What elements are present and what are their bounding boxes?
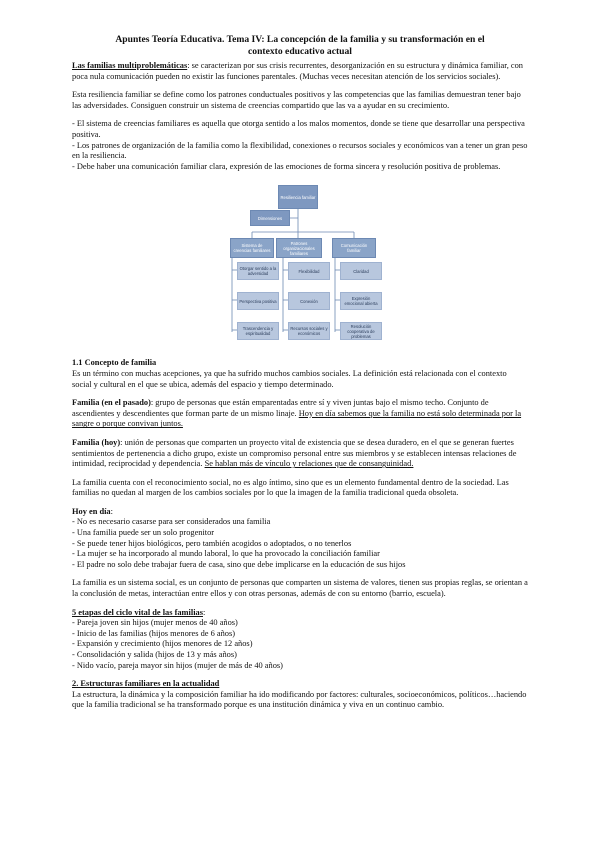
- hoy-item: - Una familia puede ser un solo progenitor: [72, 528, 215, 538]
- paragraph-estructuras: La estructura, la dinámica y la composición familiar ha ido modificando por factores: culturales, socioeconómicos, políticos…haciendo que la familia tradicional se ha transformado porque es una institución dinámica y viva en un continuo cambio.: [72, 689, 527, 710]
- hoy-heading-colon: :: [110, 506, 113, 516]
- paragraph-resiliencia: Esta resiliencia familiar se define como los patrones conductuales positivos y las competencias que las familias demuestran tener bajo las adversidades. Consiguen construir un sistema de creencias compartido que las va a ayudar en su crecimiento.: [72, 90, 521, 110]
- diagram-dimensiones: Dimensiones: [250, 210, 290, 226]
- etapa-item: - Pareja joven sin hijos (mujer menos de 40 años): [72, 618, 238, 628]
- bullet-comunicacion: - Debe haber una comunicación familiar clara, expresión de las emociones de forma sincera y resolución positiva de problemas.: [72, 161, 501, 171]
- paragraph-concepto: Es un término con muchas acepciones, ya que ha sufrido muchos cambios sociales. La definición está relacionada con el contexto social y cultural en el que se ubica, además del espacio y tiempo determinado.: [72, 368, 507, 389]
- diagram-col3-item: Claridad: [340, 262, 382, 280]
- diagram-col1-header: Sistema de creencias familiares: [230, 238, 274, 258]
- paragraph-familia-hoy: [72, 438, 528, 470]
- paragraph-multiproblematicas: [72, 61, 528, 82]
- text-familia-hoy: : unión de personas que comparten un proyecto vital de existencia que se desea duradero, en el que se generan fuertes sentimientos de pertenencia a dicho grupo, existe un compromiso personal entre sus miembros y se establecen intensas relaciones de intimidad, reciprocidad y dependencia.: [72, 437, 517, 469]
- hoy-item: - Se puede tener hijos biológicos, pero también acogidos o adoptados, o no tenerlos: [72, 538, 352, 548]
- title-line-2: contexto educativo actual: [248, 46, 352, 57]
- etapas-heading-colon: :: [202, 607, 206, 617]
- paragraph-reconocimiento: La familia cuenta con el reconocimiento social, no es algo íntimo, sino que es un elemento fundamental dentro de la sociedad. Las familias no quedan al margen de los cambios sociales por lo que la imagen de la familia tradicional queda obsoleta.: [72, 477, 509, 498]
- etapas-heading-text: 5 etapas del ciclo vital de las familias: [72, 607, 203, 617]
- resiliencia-diagram: [72, 182, 528, 352]
- bullet-creencias: - El sistema de creencias familiares es aquella que otorga sentido a los malos momentos, donde se tiene que desarrollar una perspectiva positiva.: [72, 119, 525, 139]
- etapas-heading: [72, 608, 528, 619]
- etapa-item: - Expansión y crecimiento (hijos menores de 12 años): [72, 639, 253, 649]
- hoy-item: - El padre no solo debe trabajar fuera de casa, sino que debe implicarse en la educación de sus hijos: [72, 559, 406, 569]
- etapa-item: - Consolidación y salida (hijos de 13 y más años): [72, 650, 237, 659]
- diagram-col3-header: Comunicación familiar: [332, 238, 376, 258]
- bullet-patrones: - Los patrones de organización de la familia como la flexibilidad, conexiones o recursos sociales y económicos van a tener un gran peso en la resiliencia.: [72, 140, 528, 161]
- diagram-col3-item: Resolución cooperativa de problemas: [340, 322, 382, 340]
- hoy-item: - No es necesario casarse para ser considerados una familia: [72, 517, 271, 527]
- diagram-col1-item: Trascendencia y espiritualidad: [237, 322, 279, 340]
- diagram-col2-item: Flexibilidad: [288, 262, 330, 280]
- diagram-col3-item: Expresión emocional abierta: [340, 292, 382, 310]
- document-title: [72, 34, 528, 58]
- etapa-item: - Inicio de las familias (hijos menores de 6 años): [72, 628, 236, 638]
- paragraph-sistema-social: La familia es un sistema social, es un conjunto de personas que comparten un sistema de valores, tienen sus propias reglas, se orientan a la conclusión de metas, interactúan entre ellos y con otras personas, además de con su entorno (barrio, escuela).: [72, 578, 528, 599]
- hoy-heading-text: Hoy en día: [72, 506, 111, 516]
- text-familia-pasado: : grupo de personas que están emparentadas entre sí y viven juntas bajo el mismo techo. Conjunto de ascendientes y descendientes que forman parte de un mismo linaje.: [72, 398, 489, 418]
- term-familia-hoy: Familia (hoy): [72, 437, 121, 447]
- diagram-col2-header: Patrones organizacionales familiares: [276, 238, 322, 258]
- section-heading-estructuras: 2. Estructuras familiares en la actualidad: [72, 679, 220, 689]
- diagram-col2-item: Conexión: [288, 292, 330, 310]
- underlined-familia-pasado: Hoy en día sabemos que la familia no está solo determinada por la sangre o porque convivan juntos.: [72, 408, 522, 429]
- hoy-item: - La mujer se ha incorporado al mundo laboral, lo que ha provocado la conciliación familiar: [72, 549, 380, 559]
- section-heading-concepto: 1.1 Concepto de familia: [72, 358, 157, 368]
- term-multiproblematicas: Las familias multiproblemáticas: [72, 61, 188, 70]
- paragraph-familia-pasado: [72, 398, 528, 430]
- diagram-col1-item: Otorgar sentido a la adversidad: [237, 262, 279, 280]
- diagram-root: Resiliencia familiar: [278, 185, 318, 209]
- document-page: [72, 34, 528, 711]
- term-familia-pasado: Familia (en el pasado): [72, 398, 151, 408]
- title-line-1: Apuntes Teoría Educativa. Tema IV: La concepción de la familia y su transformación en el: [115, 34, 485, 45]
- etapa-item: - Nido vacío, pareja mayor sin hijos (mujer de más de 40 años): [72, 660, 283, 670]
- diagram-col2-item: Recursos sociales y económicos: [288, 322, 330, 340]
- underlined-familia-hoy: Se hablan más de vínculo y relaciones que de consanguinidad.: [204, 459, 414, 469]
- hoy-en-dia-heading: [72, 507, 528, 518]
- diagram-col1-item: Perspectiva positiva: [237, 292, 279, 310]
- text-multiproblematicas: : se caracterizan por sus crisis recurrentes, desorganización en su estructura y dinámica familiar, con poca nula comunicación pueden no existir las funciones parentales. (Muchas veces necesitan atención de los servicios sociales).: [72, 61, 523, 81]
